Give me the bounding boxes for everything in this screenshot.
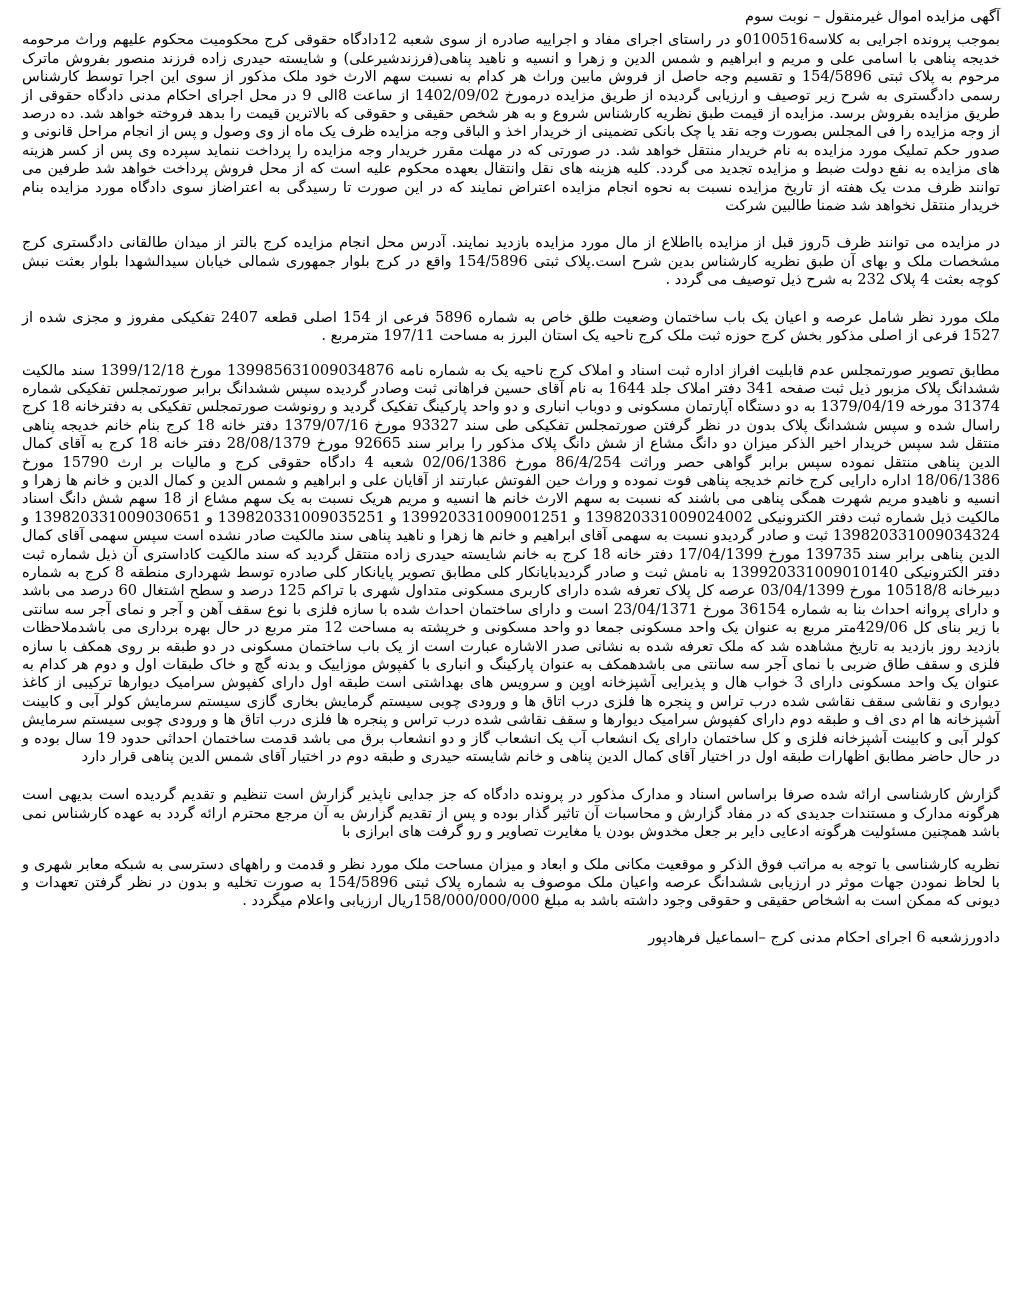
paragraph-expert-disclaimer: گزارش کارشناسی ارائه شده صرفا براساس اسناد و مدارک مذکور در پرونده دادگاه که جز جدایی ناپذیر گزارش است تنظیم و تقدیم گردیده است بدیهی است هرگونه مدارک و مستندات جدیدی که در مفاد گزارش و محاسبات آن تاثیر گذار بوده و پس از تقدیم گزارش به آن مرجع محترم ارائه گردد به عهده کارشناس نمی باشد همچنین مسئولیت هرگونه ادعایی دایر بر جعل مخدوش بودن یا مغایرت تصاویر و رو گرفت های ابرازی با xyxy=(22,786,1000,841)
auction-notice xyxy=(22,8,1000,947)
notice-title: آگهی مزایده اموال غیرمنقول – نوبت سوم xyxy=(744,8,1000,25)
signature-line: دادورزشعبه 6 اجرای احکام مدنی کرج –اسماعیل فرهادپور xyxy=(648,928,1000,946)
paragraph-ownership-history: مطابق تصویر صورتمجلس عدم قابلیت افراز اداره ثبت اسناد و املاک کرج ناحیه یک به شماره نامه 139985631009034876 مورخ 1399/12/18 سند مالکیت ششدانگ پلاک مزبور ذیل ثبت صفحه 341 دفتر املاک جلد 1644 به نام آقای حسین فراهانی ثبت وصادر گردیده سپس ششدانگ برابر صورتمجلس تفکیکی شماره 31374 مورخه 1379/04/19 به دو دستگاه آپارتمان مسکونی و دوباب انباری و دو واحد پارکینگ تفکیک گردید و رونوشت صورتمجلس تفکیکی به دفترخانه 18 کرج راسال شده و سپس ششدانگ پلاک بدون در نظر گرفتن صورتمجلس تفکیکی طی سند 93327 مورخ 1379/07/16 دفتر خانه 18 کرج بنام خانم خدیجه پناهی منتقل شد سپس خریدار اخیر الذکر میزان دو دانگ مشاع از شش دانگ پلاک مذکور را برابر سند 92665 مورخ 28/08/1379 دفتر خانه 18 کرج به آقای کمال الدین پناهی منتقل نموده سپس برابر گواهی حصر وراثت 86/4/254 مورخ 02/06/1386 شعبه 4 دادگاه حقوقی کرج و مالیات بر ارث 15790 مورخ 18/06/1386 اداره دارایی کرج خانم خدیجه پناهی فوت نموده و وراث حین الفوتش عبارتند از آقایان علی و ابراهیم و شمس الدین و کمال الدین و خانم ها زهرا و انسیه و ناهیدو مریم شهرت همگی پناهی می باشند که نسبت به سهم الارث خانم ها انسیه و مریم هریک نسبت به یک سهم مشاع از 18 سهم شش دانگ اسناد مالکیت ذیل شماره ثبت دفتر الکترونیکی 139820331009024002 و 139920331009001251 و 139820331009035251 و 139820331009030651 و 139820331009034324 ثبت و صادر گردیدو نسبت به سهمی آقای ابراهیم و خانم ها زهرا و ناهید پناهی سند مالکیت صادر نشده است سپس سهمی آقای کمال الدین پناهی برابر سند 139735 مورخ 17/04/1399 دفتر خانه 18 کرج به خانم شایسته حیدری زاده منتقل گردید که سند مالکیت کاداستری آن ذیل شماره ثبت دفتر الکترونیکی 139920331009010140 به نامش ثبت و صادر گردیدبایانکار کلی مطابق تصویر پایانکار کلی صادره توسط شهرداری منطقه 8 کرج به شماره دبیرخانه 10518/8 مورخ 03/04/1399 عرصه کل پلاک تعرفه شده دارای کاربری مسکونی متداول شهری با تراکم 125 درصد و سطح اشتغال 60 درصد می باشد و دارای پروانه احداث بنا به شماره 36154 مورخ 23/04/1371 است و دارای ساختمان احداث شده با سازه فلزی با نوع سقف آهن و آجر و نمای آجر سه سانتی با زیر بنای کل 429/06متر مربع به عنوان یک واحد مسکونی جمعا دو واحد مسکونی و خرپشته به مساحت 12 متر مربع در حال بهره برداری می باشدملاحظات بازدید روز بازدید به تاریخ مشاهده شد که ملک تعرفه شده به نشانی صدر الاشاره عبارت است از یک باب ساختمان مسکونی در دو طبقه بر روی همکف با سازه فلزی و سقف طاق ضربی با نمای آجر سه سانتی می باشدهمکف به عنوان پارکینگ و انباری با کفپوش موزاییک و بدنه گچ و خاک طبقات اول و دوم هر کدام به عنوان یک واحد مسکونی دارای 3 خواب هال و پذیرایی آشپزخانه اوپن و سرویس های بهداشتی است طبقه اول دارای کفپوش سرامیک دیوارها ترکیبی از کاغذ دیواری و نقاشی سقف نقاشی شده درب تراس و پنجره ها فلزی درب اتاق ها و ورودی چوبی سیستم گرمایش بخاری گازی سیستم سرمایش کولر آبی و کابینت آشپزخانه ها ام دی اف و طبقه دوم دارای کفپوش سرامیک دیوارها و سقف نقاشی شده درب تراس و پنجره ها فلزی درب اتاق ها و ورودی چوبی سیستم سرمایش کولر آبی و کابینت آشپزخانه فلزی و کل ساختمان دارای یک انشعاب آب یک انشعاب گاز و دو انشعاب برق می باشد قدمت ساختمان احداثی حدود 19 سال بوده و در حال حاضر مطابق اظهارات طبقه اول در اختیار آقای کمال الدین پناهی و خانم شایسته حیدری و طبقه دوم در اختیار آقای شمس الدین پناهی قرار دارد xyxy=(22,361,1001,766)
paragraph-inspection-address: در مزایده می توانند ظرف 5روز قبل از مزایده بااطلاع از مال مورد مزایده بازدید نمایند. آدرس محل انجام مزایده کرج بالتر از میدان طالقانی دادگستری کرج مشخصات ملک و بهای آن طبق نظریه کارشناس بدین شرح است.پلاک ثبتی 154/5896 واقع در کرج بلوار جمهوری شمالی خیابان سیدالشهدا بلوار بعثت نبش کوچه بعثت 4 پلاک 232 به شرح ذیل توصیف می گردد . xyxy=(22,234,1000,289)
paragraph-property-description: ملک مورد نظر شامل عرصه و اعیان یک باب ساختمان وضعیت طلق خاص به شماره 5896 فرعی از 154 اصلی قطعه 2407 تفکیکی مفروز و مجزی شده از 1527 فرعی از اصلی مذکور بخش کرج حوزه ثبت ملک کرج ناحیه یک استان البرز به مساحت 197/11 مترمربع . xyxy=(22,308,1000,345)
paragraph-valuation: نظریه کارشناسی با توجه به مراتب فوق الذکر و موقعیت مکانی ملک و ابعاد و میزان مساحت ملک مورد نظر و قدمت و راههای دسترسی به شبکه معابر شهری و با لحاظ نمودن جهات موثر در ارزیابی ششدانگ عرصه واعیان ملک موصوف به شماره پلاک ثبتی 154/5896 به صورت تخلیه و بدون در نظر گرفتن تعهدات و دیونی که ممکن است به اشخاص حقیقی و حقوقی وجود داشته باشد به مبلغ 158/000/000/000ریال ارزیابی واعلام میگردد . xyxy=(22,855,1000,910)
paragraph-execution-order: بموجب پرونده اجرایی به کلاسه0100516و در راستای اجرای مفاد و اجراییه صادره از سوی شعبه 12دادگاه حقوقی کرج محکومیت محکوم علیهم وراث مرحومه خدیجه پناهی با اسامی علی و مریم و ابراهیم و شمس الدین و زهرا و انسیه و ناهید پناهی(فرزندشیرعلی) و شایسته حیدری زاده فرزند منصور بفروش ماترک مرحوم به پلاک ثبتی 154/5896 و تقسیم وجه حاصل از فروش مابین وراث هر کدام به نسبت سهم الارث خود ملک مذکور از سوی این اجرا توسط کارشناس رسمی دادگستری به شرح زیر توصیف و ارزیابی گردیده از طریق مزایده درمورخ 1402/09/02 از ساعت 8الی 9 در محل اجرای احکام مدنی دادگاه حقوقی از طریق مزایده بفروش برسد. مزایده از قیمت طبق نظریه کارشناس شروع و به هر شخص حقیقی و حقوقی که بالاترین قیمت را بدهد فروخته خواهد شد. ده درصد از وجه مزایده را فی المجلس بصورت وجه نقد یا چک بانکی تضمینی از خریدار اخذ و الباقی وجه مزایده ظرف یک ماه از وی وصول و پس از انجام مراحل قانونی و صدور حکم تملیک مورد مزایده به نام خریدار منتقل خواهد شد. در صورتی که در مهلت مقرر خریدار وجه مزایده را پرداخت ننماید سپرده وی پس از کسر هزینه های مزایده به نفع دولت ضبط و مزایده تجدید می گردد. کلیه هزینه های نقل وانتقال بعهده محکوم علیه است که از محل فروش پرداخت خواهد شد طرفین می توانند ظرف مدت یک هفته از تاریخ مزایده نسبت به نحوه انجام مزایده اعتراض نمایند که در این صورت تا رسیدگی به اعتراضاز سوی دادگاه مورد مزایده بنام خریدار منتقل نخواهد شد ضمنا طالبین شرکت xyxy=(22,31,1001,215)
